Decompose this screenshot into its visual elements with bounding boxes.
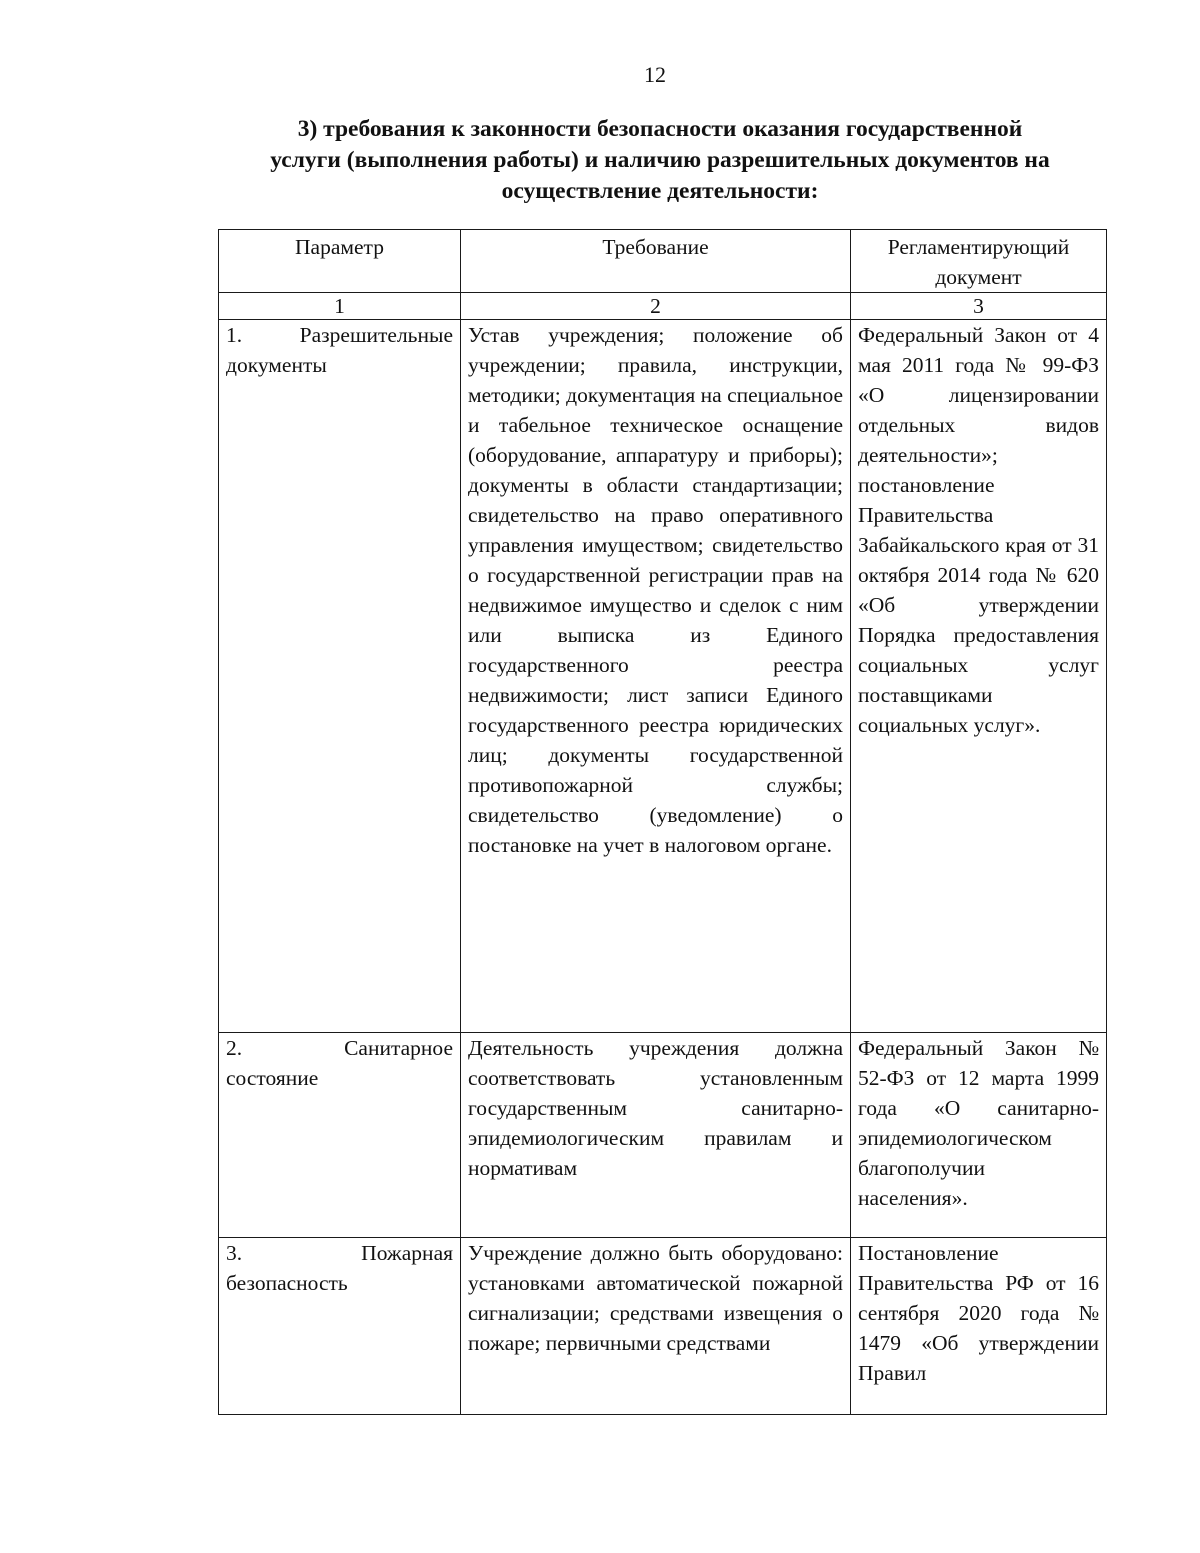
- table-header-row: [219, 230, 1107, 293]
- heading-line-1: 3) требования к законности безопасности оказания государственной: [297, 116, 1023, 142]
- table-row: [219, 1033, 1107, 1238]
- column-number: 3: [851, 293, 1107, 320]
- column-number: 2: [461, 293, 851, 320]
- document-cell: Постановление Правительства РФ от 16 сентября 2020 года № 1479 «Об утверждении Правил: [851, 1238, 1107, 1415]
- section-heading: [210, 114, 1110, 207]
- header-parameter: Параметр: [219, 230, 461, 293]
- requirement-cell: Деятельность учреждения должна соответствовать установленным государственным санитарно-эпидемиологическим правилам и нормативам: [461, 1033, 851, 1238]
- table-row: [219, 1238, 1107, 1415]
- table-row: [219, 320, 1107, 1033]
- requirement-cell: Устав учреждения; положение об учреждении; правила, инструкции, методики; документация на специальное и табельное техническое оснащение (оборудование, аппаратуру и приборы); документы в области стандартизации; свидетельство на право оперативного управления имуществом; свидетельство о государственной регистрации прав на недвижимое имущество и сделок с ним или выписка из Единого государственного реестра недвижимости; лист записи Единого государственного реестра юридических лиц; документы государственной противопожарной службы; свидетельство (уведомление) о постановке на учет в налоговом органе.: [461, 320, 851, 1033]
- document-cell: Федеральный Закон от 4 мая 2011 года № 99-ФЗ «О лицензировании отдельных видов деятельности»; постановление Правительства Забайкальского края от 31 октября 2014 года № 620 «Об утверждении Порядка предоставления социальных услуг поставщиками социальных услуг».: [851, 320, 1107, 1033]
- heading-line-2: услуги (выполнения работы) и наличию разрешительных документов на: [270, 147, 1050, 173]
- document-cell: Федеральный Закон № 52-ФЗ от 12 марта 1999 года «О санитарно-эпидемиологическом благополучии населения».: [851, 1033, 1107, 1238]
- requirements-table: [218, 229, 1107, 1415]
- parameter-cell: 3. Пожарная безопасность: [219, 1238, 461, 1415]
- requirement-cell: Учреждение должно быть оборудовано: установками автоматической пожарной сигнализации; средствами извещения о пожаре; первичными средствами: [461, 1238, 851, 1415]
- header-document: Регламентирующий документ: [851, 230, 1107, 293]
- heading-line-3: осуществление деятельности:: [501, 178, 819, 204]
- header-requirement: Требование: [461, 230, 851, 293]
- column-number-row: [219, 293, 1107, 320]
- parameter-cell: 2. Санитарное состояние: [219, 1033, 461, 1238]
- page-number: 12: [644, 62, 666, 87]
- parameter-cell: 1. Разрешительные документы: [219, 320, 461, 1033]
- column-number: 1: [219, 293, 461, 320]
